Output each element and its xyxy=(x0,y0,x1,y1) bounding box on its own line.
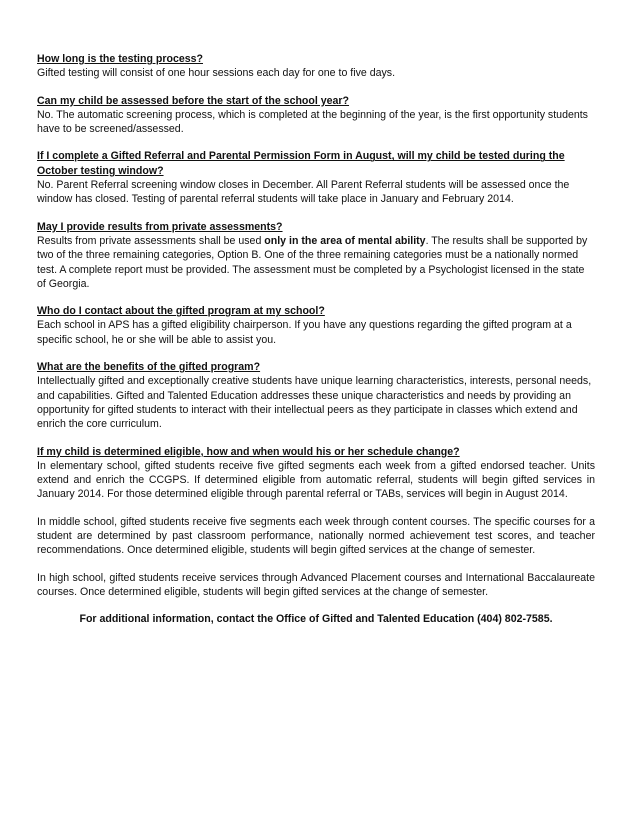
question-heading: Who do I contact about the gifted program at my school? xyxy=(37,305,325,318)
question-heading: What are the benefits of the gifted program? xyxy=(37,361,261,374)
middle-school-paragraph: In middle school, gifted students receive five segments each week through content courses. The specific courses for a student are determined by past classroom performance, nationally normed achievement test scores, and teacher recommendations. Once determined eligible, students will begin gifted services at the change of semester. xyxy=(37,515,595,557)
answer-text: Intellectually gifted and exceptionally creative students have unique learning characteristics, interests, personal needs, and capabilities. Gifted and Talented Education addresses these unique characteristics and needs by providing an opportunity for gifted students to interact with their intellectual peers as they participate in classes which extend and enrich the core curriculum. xyxy=(37,375,592,431)
contact-footer: For additional information, contact the Office of Gifted and Talented Education (404) 802-7585. xyxy=(79,613,553,626)
answer-text xyxy=(37,234,595,291)
high-school-paragraph: In high school, gifted students receive services through Advanced Placement courses and International Baccalaureate courses. Once determined eligible, students will begin gifted services at the change of semester. xyxy=(37,571,595,598)
faq-program-benefits xyxy=(37,360,595,431)
answer-text: No. The automatic screening process, which is completed at the beginning of the year, is the first opportunity students have to be screened/assessed. xyxy=(37,108,588,136)
question-heading: May I provide results from private assessments? xyxy=(37,220,283,233)
answer-text: Gifted testing will consist of one hour sessions each day for one to five days. xyxy=(37,67,396,80)
faq-schedule-change xyxy=(37,445,595,502)
faq-october-testing-window xyxy=(37,149,595,206)
answer-text: Each school in APS has a gifted eligibility chairperson. If you have any questions regarding the gifted program at a specific school, he or she will be able to assist you. xyxy=(37,319,572,346)
answer-text-end: . The results shall be supported by two of the three remaining categories, Option B. One of the three remaining categories must be a nationally normed test. A complete report must be provided. The assessment must be completed by a Psychologist licensed in the state of Georgia. xyxy=(37,234,588,290)
answer-text: No. Parent Referral screening window closes in December. All Parent Referral students will be assessed once the window has closed. Testing of parental referral students will take place in January and February 2014. xyxy=(37,179,570,206)
answer-text-start: Results from private assessments shall be used xyxy=(37,234,265,247)
question-heading: Can my child be assessed before the start of the school year? xyxy=(37,94,350,107)
question-heading: How long is the testing process? xyxy=(37,53,203,65)
faq-assess-before-school-year xyxy=(37,94,595,137)
question-heading: If I complete a Gifted Referral and Parental Permission Form in August, will my child be tested during the October testing window? xyxy=(37,150,565,177)
answer-text: In elementary school, gifted students receive five gifted segments each week from a gifted endorsed teacher. Units extend and enrich the CCGPS. If determined eligible from automatic referral, students will begin gifted services in January 2014. For those determined eligible through parental referral or TABs, services will begin in August 2014. xyxy=(37,459,595,501)
answer-text-bold: only in the area of mental ability xyxy=(264,234,426,247)
faq-who-to-contact xyxy=(37,304,595,347)
faq-testing-length xyxy=(37,52,595,81)
question-heading: If my child is determined eligible, how and when would his or her schedule change? xyxy=(37,445,460,458)
faq-private-assessments xyxy=(37,220,595,291)
